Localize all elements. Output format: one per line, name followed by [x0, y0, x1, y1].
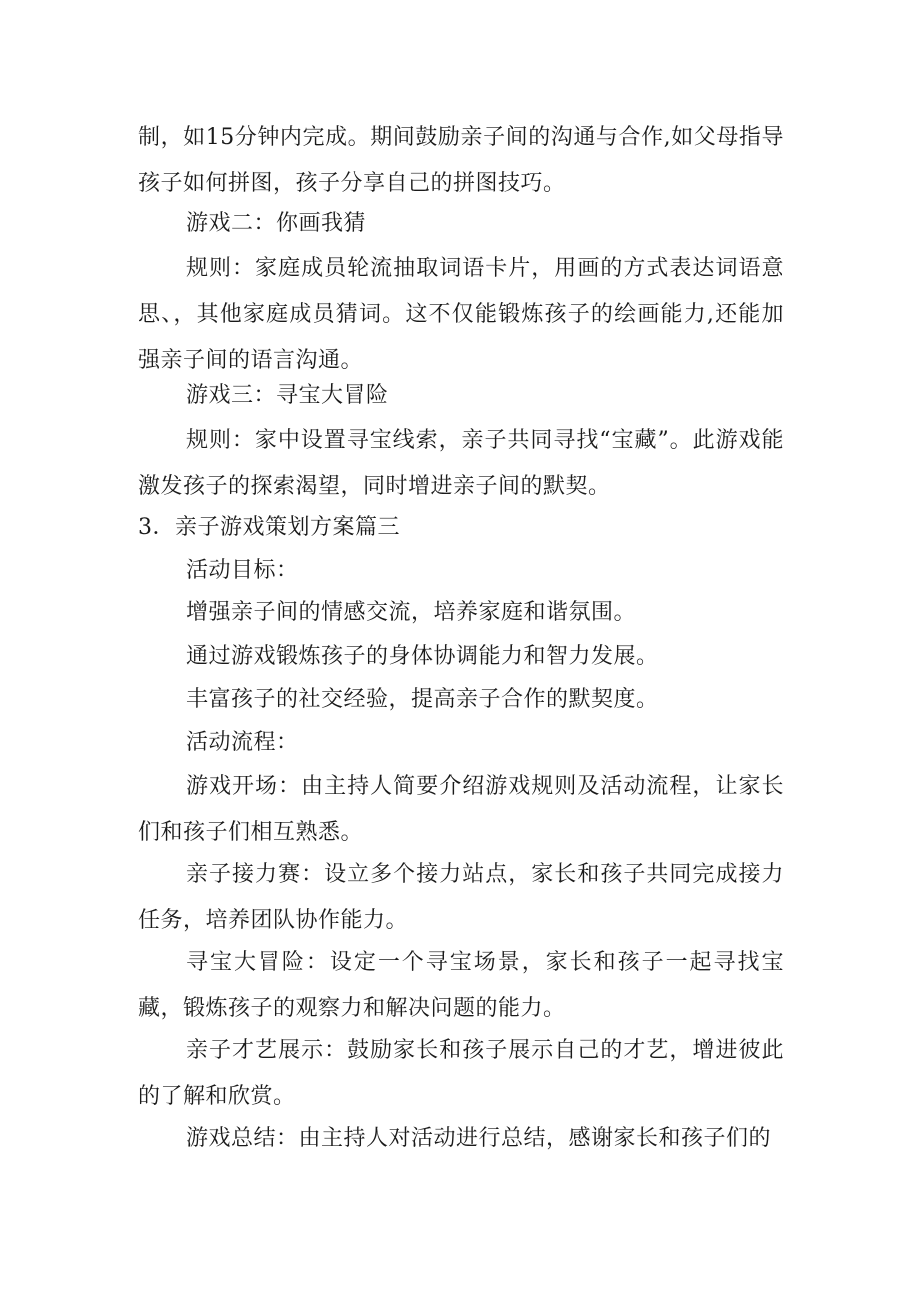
flow-item-treasure: 寻宝大冒险：设定一个寻宝场景，家长和孩子一起寻找宝藏，锻炼孩子的观察力和解决问题的能力。	[138, 950, 784, 1021]
paragraph-continuation: 制，如15分钟内完成。期间鼓励亲子间的沟通与合作,如父母指导孩子如何拼图，孩子分享自己的拼图技巧。	[138, 125, 784, 196]
goal-item-3: 丰富孩子的社交经验，提高亲子合作的默契度。	[186, 687, 659, 712]
game-three-rules: 规则：家中设置寻宝线索，亲子共同寻找“宝藏”。此游戏能激发孩子的探索渴望，同时增进亲子间的默契。	[138, 428, 784, 499]
flow-item-relay: 亲子接力赛：设立多个接力站点，家长和孩子共同完成接力任务，培养团队协作能力。	[138, 862, 784, 933]
flow-item-talent: 亲子才艺展示：鼓励家长和孩子展示自己的才艺，增进彼此的了解和欣赏。	[138, 1038, 784, 1109]
game-two-rules: 规则：家庭成员轮流抽取词语卡片，用画的方式表达词语意思、，其他家庭成员猜词。这不仅能锻炼孩子的绘画能力,还能加强亲子间的语言沟通。	[138, 256, 784, 373]
section-heading: 3．亲子游戏策划方案篇三	[138, 515, 400, 540]
game-three-heading: 游戏三：寻宝大冒险	[186, 383, 389, 408]
activity-goals-label: 活动目标：	[186, 558, 299, 583]
flow-item-summary: 游戏总结：由主持人对活动进行总结，感谢家长和孩子们的	[186, 1126, 772, 1151]
flow-item-opening: 游戏开场：由主持人简要介绍游戏规则及活动流程，让家长们和孩子们相互熟悉。	[138, 774, 784, 845]
game-two-heading: 游戏二：你画我猜	[186, 211, 367, 236]
goal-item-2: 通过游戏锻炼孩子的身体协调能力和智力发展。	[186, 644, 659, 669]
goal-item-1: 增强亲子间的情感交流，培养家庭和谐氛围。	[186, 600, 637, 625]
activity-flow-label: 活动流程：	[186, 730, 299, 755]
